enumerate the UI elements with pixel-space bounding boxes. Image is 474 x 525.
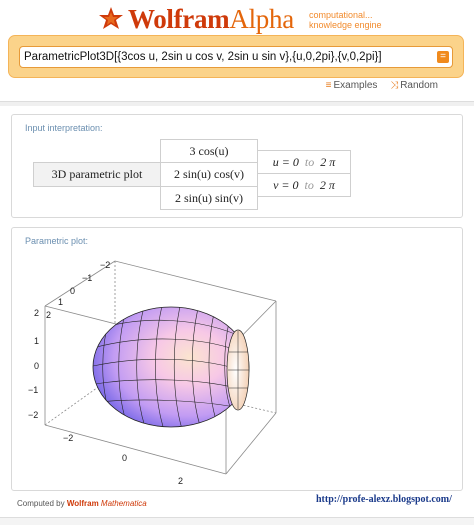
pod-title: Parametric plot: bbox=[25, 236, 89, 246]
axis-left-tick: 0 bbox=[34, 361, 40, 371]
equals-icon[interactable]: = bbox=[437, 51, 449, 63]
plot-type-label: 3D parametric plot bbox=[33, 162, 161, 187]
range-v-from: 0 bbox=[292, 177, 299, 192]
range-u-from: 0 bbox=[292, 154, 299, 169]
axis-left bbox=[28, 308, 39, 420]
axis-bottom-tick: −2 bbox=[63, 433, 74, 443]
range-u-to-word: to bbox=[304, 154, 315, 169]
axis-top-tick: −2 bbox=[100, 260, 111, 270]
computed-by-wolfram[interactable]: Wolfram bbox=[66, 499, 99, 508]
axis-left-tick: −2 bbox=[28, 410, 39, 420]
axis-top-tick: 1 bbox=[58, 297, 64, 307]
examples-link[interactable]: Examples bbox=[333, 80, 378, 91]
axis-top-tick: −1 bbox=[82, 273, 93, 283]
range-v-to: 2 π bbox=[319, 177, 335, 192]
axis-bottom bbox=[63, 433, 183, 486]
component-z: 2 sin(u) sin(v) bbox=[160, 186, 258, 210]
pod-title: Input interpretation: bbox=[25, 123, 103, 133]
range-v-to-word: to bbox=[304, 177, 314, 192]
axis-top-tick: 0 bbox=[70, 286, 76, 296]
logo-alpha: Alpha bbox=[229, 3, 294, 34]
tagline-line1: computational... bbox=[309, 10, 373, 20]
axis-left-tick: 1 bbox=[34, 336, 40, 346]
range-u-to: 2 π bbox=[320, 154, 336, 169]
axis-top-tick: 2 bbox=[46, 310, 52, 320]
axis-bottom-tick: 0 bbox=[122, 453, 128, 463]
axis-left-tick: −1 bbox=[28, 385, 39, 395]
blog-url[interactable]: http://profe-alexz.blogspot.com/ bbox=[316, 494, 452, 505]
range-u: u = 0 to 2 π bbox=[257, 150, 351, 174]
range-v-var: v bbox=[273, 177, 279, 192]
axis-left-tick: 2 bbox=[34, 308, 40, 318]
axis-bottom-tick: 2 bbox=[178, 476, 184, 486]
component-y: 2 sin(u) cos(v) bbox=[160, 162, 258, 187]
axis-top bbox=[46, 260, 110, 320]
search-input[interactable]: ParametricPlot3D[{3cos u, 2sin u cos v, 2sin u sin v},{u,0,2pi},{v,0,2pi}] bbox=[19, 46, 453, 68]
examples-icon: ≡ bbox=[325, 80, 332, 91]
component-x: 3 cos(u) bbox=[160, 139, 258, 163]
logo-wolfram: Wolfram bbox=[128, 3, 230, 34]
random-icon: ⤨ bbox=[390, 80, 399, 91]
range-v: v = 0 to 2 π bbox=[257, 173, 351, 197]
computed-by bbox=[17, 499, 147, 508]
random-link[interactable]: Random bbox=[400, 80, 438, 91]
tagline-line2: knowledge engine bbox=[309, 20, 382, 30]
range-u-var: u bbox=[272, 154, 279, 169]
computed-by-label: Computed by bbox=[17, 499, 65, 508]
computed-by-mathematica[interactable]: Mathematica bbox=[100, 499, 147, 508]
